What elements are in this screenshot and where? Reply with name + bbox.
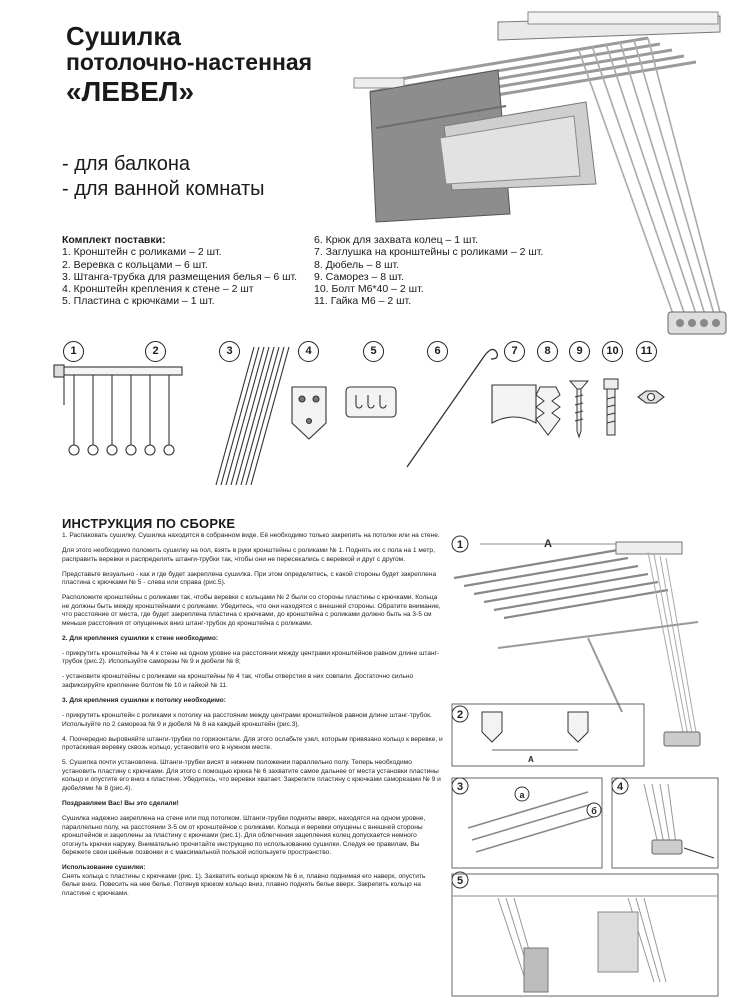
instruction-paragraph: 5. Сушилка почти установлена. Штанги-трубки висят в нижнем положении параллельно полу. Теперь необходимо установить пластину с крючками. Для этого с помощью крюка № 6 захватите самое дальнее от места установки пластины кольцо и опустите его вниз к пластине. Убедитесь, что веревки хватает. Закрепите пластину с крючками саморезами № 9 и дюбелями № 8 (рис.4). [62, 759, 441, 792]
kit-item: 8. Дюбель – 8 шт. [314, 258, 400, 271]
instruction-paragraph: - установите кронштейны с роликами на кронштейны № 4 так, чтобы отверстия в них совпали. Достаточно сильно зафиксируйте крепление болтом № 10 и гайкой № 11. [62, 673, 414, 690]
assembly-instructions-title: ИНСТРУКЦИЯ ПО СБОРКЕ [62, 516, 236, 531]
part-number-badge: 5 [363, 341, 384, 362]
title-line-3: «ЛЕВЕЛ» [66, 75, 195, 107]
figure-label: 1 [456, 539, 464, 551]
nut-drawing [638, 391, 664, 403]
usage-item: - для ванной комнаты [62, 178, 265, 200]
screw-drawing [570, 381, 588, 437]
part-number-badge: 9 [569, 341, 590, 362]
product-title [66, 22, 312, 107]
part-number-badge: 1 [63, 341, 84, 362]
dowel-drawing [536, 387, 560, 435]
instruction-paragraph: Для этого необходимо положить сушилку на пол, взять в руки кронштейны с роликами № 1. Поднять их с пола на 1 метр, расправить веревки и распределить штанги-трубки так, чтобы они не пересекались с веревкой и друг с другом. [62, 546, 435, 563]
hook-pole-drawing [407, 349, 497, 467]
instruction-paragraph: - прикрутить кронштейны № 4 к стене на одном уровне на расстоянии между центрами кронштейнов равном длине штанг-трубок (рис.2). Используйте саморезы № 9 и дюбели № 8; [62, 649, 440, 666]
bracket-with-rings-drawing [54, 365, 182, 455]
kit-list-left [62, 234, 297, 308]
kit-item: 10. Болт М6*40 – 2 шт. [314, 283, 424, 296]
instruction-paragraph: Снять кольца с пластины с крючками (рис. 1). Захватить кольцо крюком № 6 и, плавно поднимая его наверх, опустить белье вниз. Повесить на нее белье. Потянув крюком кольцо вниз, плавно поднять белье вверх. Закрепить кольцо на пластине с крючками. [62, 872, 426, 898]
kit-item: 3. Штанга-трубка для размещения белья – 6 шт. [62, 270, 298, 283]
callout-label: а [519, 790, 525, 800]
instruction-paragraph: - прикрутить кронштейн с роликами к потолку на расстоянии между центрами кронштейнов равном длине штанг-трубок. Используйте по 2 самореза № 9 и дюбеля № 8 на каждый кронштейн (рис.3). [62, 712, 432, 728]
callout-label: б [591, 806, 597, 816]
figure-2 [452, 704, 644, 766]
usage-list [62, 152, 265, 202]
kit-item: 4. Кронштейн крепления к стене – 2 шт [62, 283, 254, 296]
usage-item: - для балкона [62, 153, 190, 175]
figure-4 [612, 778, 718, 868]
usage-heading: Использование сушилки: [62, 864, 146, 872]
kit-item: 6. Крюк для захвата колец – 1 шт. [314, 234, 479, 246]
dimension-label: A [528, 755, 534, 764]
dimension-label: A [544, 538, 552, 550]
title-line-1: Сушилка [66, 21, 181, 51]
part-number-badge: 8 [537, 341, 558, 362]
part-number-badge: 7 [504, 341, 525, 362]
figure-label: 4 [616, 781, 624, 793]
kit-item: 5. Пластина с крючками – 1 шт. [62, 295, 215, 308]
kit-item: 9. Саморез – 8 шт. [314, 270, 404, 283]
assembly-diagrams [448, 528, 723, 998]
part-number-badge: 2 [145, 341, 166, 362]
kit-item: 1. Кронштейн с роликами – 2 шт. [62, 246, 222, 259]
part-number-badge: 11 [636, 341, 657, 362]
figure-label: 5 [456, 875, 464, 887]
hook-plate-drawing [346, 387, 396, 417]
instruction-heading: 3. Для крепления сушилки к потолку необходимо: [62, 697, 226, 705]
title-line-2: потолочно-настенная [66, 49, 313, 76]
instruction-paragraph: Сушилка надежно закреплена на стене или под потолком. Штанги-трубки подняты вверх, находятся на одном уровне, параллельно полу, на расстоянии 3-5 см от кронштейнов с роликами. Кольца и веревки опущены с внешней стороны кронштейнов и зацеплены за пластину с крючками (рис.1). Для облегчения зацепления колец допускается немного отогнуть крючки наружу. Внимательно прочитайте инструкцию по использованию сушилки. Следуя ее правилам, Вы бережете свои шейные позвонки и с максимальной пользой используете пространство. [62, 814, 426, 857]
part-number-badge: 4 [298, 341, 319, 362]
kit-item: 11. Гайка М6 – 2 шт. [314, 295, 412, 308]
instruction-paragraph: Представьте визуально - как и где будет закреплена сушилка. При этом определитесь, с какой стороны будет закреплена пластина с крючками № 5 - слева или справа (рис.5). [62, 570, 437, 587]
figure-label: 3 [456, 781, 464, 793]
figure-5 [452, 872, 718, 996]
rods-bundle-drawing [216, 347, 289, 485]
end-cap-drawing [492, 385, 536, 423]
figure-3 [452, 778, 602, 868]
assembly-instructions-body [62, 532, 444, 905]
kit-item: 2. Веревка с кольцами – 6 шт. [62, 258, 208, 271]
instruction-heading: 2. Для крепления сушилки к стене необходимо: [62, 634, 219, 642]
bolt-drawing [604, 379, 618, 435]
figure-label: 2 [456, 709, 464, 721]
kit-item: 7. Заглушка на кронштейны с роликами – 2 шт. [314, 246, 544, 259]
instruction-paragraph: 4. Поочередно выровняйте штанги-трубки по горизонтали. Для этого ослабьте узел, которым привязано кольцо к веревке, и протаскивая веревку сквозь кольцо, установите его в нужном месте. [62, 735, 443, 752]
kit-parts-illustration [40, 335, 720, 495]
wall-bracket-drawing [292, 387, 326, 439]
part-number-badge: 3 [219, 341, 240, 362]
congratulations-heading: Поздравляем Вас! Вы это сделали! [62, 799, 179, 807]
part-number-badge: 6 [427, 341, 448, 362]
instruction-paragraph: 1. Распаковать сушилку. Сушилка находится в собранном виде. Её необходимо только закрепить на потолке или на стене. [62, 532, 440, 539]
kit-title: Комплект поставки: [62, 234, 166, 246]
instruction-paragraph: Расположите кронштейны с роликами так, чтобы веревки с кольцами № 2 были со стороны пластины с крючками. Кольца не должны быть между кронштейнами с роликами. Убедитесь, что они находятся с внешней стороны. Обратите внимание, что расстояние от места, где будет закреплена пластина с крючками, до кронштейна с роликами должно быть на 3-5 см меньше расстояния от опущенных вниз штанг-трубок до кронштейна с роликами. [62, 594, 441, 627]
part-number-badge: 10 [602, 341, 623, 362]
kit-list-right [314, 234, 543, 308]
